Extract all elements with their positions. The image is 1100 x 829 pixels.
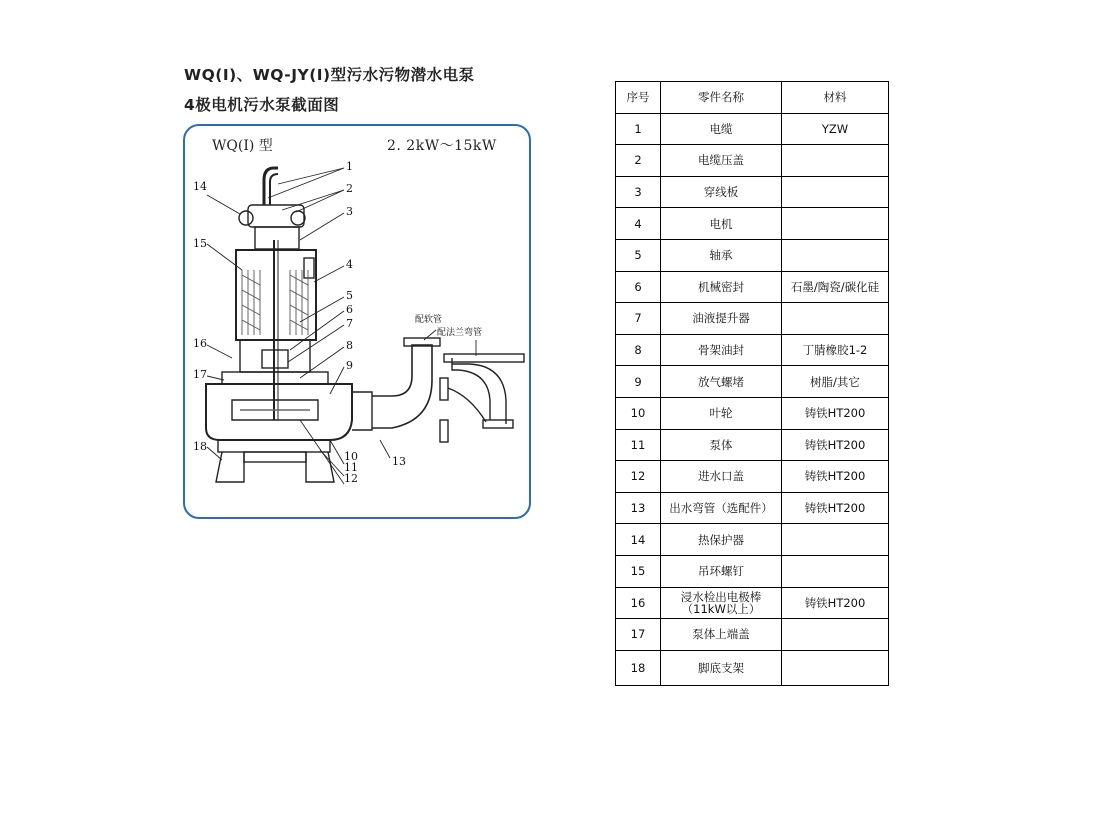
cell-name: 骨架油封 <box>661 334 782 366</box>
table-row <box>616 303 889 335</box>
lifting-ring-right <box>291 211 305 225</box>
soft-hose-label: 配软管 <box>415 315 443 325</box>
cell-material: 铸铁HT200 <box>782 587 889 619</box>
table-row <box>616 492 889 524</box>
cell-no: 16 <box>616 587 661 619</box>
callout-13: 13 <box>392 455 406 468</box>
cell-no: 17 <box>616 619 661 651</box>
cell-no: 7 <box>616 303 661 335</box>
cell-material: YZW <box>782 113 889 145</box>
cell-material: 铸铁HT200 <box>782 461 889 493</box>
cell-material: 石墨/陶瓷/碳化硅 <box>782 271 889 303</box>
header-name: 零件名称 <box>661 82 782 114</box>
cell-material: 铸铁HT200 <box>782 429 889 461</box>
cell-material <box>782 176 889 208</box>
lifting-ring-left <box>239 211 253 225</box>
callout-6: 6 <box>346 303 353 316</box>
table-row <box>616 619 889 651</box>
cell-no: 12 <box>616 461 661 493</box>
callout-10: 10 <box>344 450 358 463</box>
cell-name: 叶轮 <box>661 397 782 429</box>
cell-no: 15 <box>616 555 661 587</box>
table-row <box>616 524 889 556</box>
callout-15: 15 <box>193 237 207 250</box>
cell-material: 树脂/其它 <box>782 366 889 398</box>
cell-name: 油液提升器 <box>661 303 782 335</box>
callout-17: 17 <box>193 368 207 381</box>
table-row <box>616 461 889 493</box>
cell-material <box>782 239 889 271</box>
cell-name: 电缆压盖 <box>661 145 782 177</box>
cell-no: 13 <box>616 492 661 524</box>
power-range-label: 2. 2kW～15kW <box>387 138 497 154</box>
cell-no: 1 <box>616 113 661 145</box>
cell-no: 11 <box>616 429 661 461</box>
table-row <box>616 271 889 303</box>
table-row <box>616 176 889 208</box>
cell-name: 电缆 <box>661 113 782 145</box>
cell-no: 5 <box>616 239 661 271</box>
cell-no: 8 <box>616 334 661 366</box>
table-header-row <box>616 82 889 114</box>
header-material: 材料 <box>782 82 889 114</box>
table-row <box>616 650 889 685</box>
cell-material: 铸铁HT200 <box>782 397 889 429</box>
cell-name: 脚底支架 <box>661 650 782 685</box>
cell-name: 泵体上端盖 <box>661 619 782 651</box>
cell-no: 18 <box>616 650 661 685</box>
callout-4: 4 <box>346 258 353 271</box>
top-cap-drawing <box>248 205 304 227</box>
page-title: WQ(I)、WQ-JY(I)型污水污物潜水电泵 <box>184 66 475 84</box>
callout-16: 16 <box>193 337 207 350</box>
cell-no: 2 <box>616 145 661 177</box>
table-row <box>616 555 889 587</box>
cell-no: 14 <box>616 524 661 556</box>
table-row <box>616 397 889 429</box>
cell-name: 浸水检出电极棒 （11kW以上） <box>661 587 782 619</box>
volute-drawing <box>206 384 352 440</box>
callout-2: 2 <box>346 182 353 195</box>
soft-hose-elbow-drawing <box>372 345 432 428</box>
cell-name: 出水弯管（选配件） <box>661 492 782 524</box>
cell-name: 进水口盖 <box>661 461 782 493</box>
callout-7: 7 <box>346 317 353 330</box>
callout-1: 1 <box>346 160 353 173</box>
table-row <box>616 587 889 619</box>
cell-material: 丁腈橡胶1-2 <box>782 334 889 366</box>
cell-material: 铸铁HT200 <box>782 492 889 524</box>
cell-material <box>782 619 889 651</box>
cell-no: 6 <box>616 271 661 303</box>
feet-drawing <box>216 452 244 482</box>
cell-name: 热保护器 <box>661 524 782 556</box>
table-row <box>616 429 889 461</box>
cell-material <box>782 145 889 177</box>
inlet-cover-drawing <box>218 440 330 452</box>
cell-name: 电机 <box>661 208 782 240</box>
parts-table <box>615 81 889 686</box>
callout-8: 8 <box>346 339 353 352</box>
table-row <box>616 334 889 366</box>
model-label: WQ(I) 型 <box>212 138 273 154</box>
callout-18: 18 <box>193 440 207 453</box>
callout-11: 11 <box>344 461 358 474</box>
cell-name: 机械密封 <box>661 271 782 303</box>
table-row <box>616 239 889 271</box>
cell-name: 吊环螺钉 <box>661 555 782 587</box>
header-no: 序号 <box>616 82 661 114</box>
flange-elbow-label: 配法兰弯管 <box>437 328 483 338</box>
table-row <box>616 208 889 240</box>
cell-material <box>782 524 889 556</box>
callout-9: 9 <box>346 359 353 372</box>
cell-no: 4 <box>616 208 661 240</box>
table-row <box>616 366 889 398</box>
callout-5: 5 <box>346 289 353 302</box>
cell-no: 10 <box>616 397 661 429</box>
cell-material <box>782 555 889 587</box>
cell-no: 3 <box>616 176 661 208</box>
cell-name: 放气螺堵 <box>661 366 782 398</box>
table-row <box>616 145 889 177</box>
callout-12: 12 <box>344 472 358 485</box>
cell-no: 9 <box>616 366 661 398</box>
page-subtitle: 4极电机污水泵截面图 <box>184 96 340 114</box>
cell-name: 泵体 <box>661 429 782 461</box>
cell-name: 轴承 <box>661 239 782 271</box>
cell-material <box>782 650 889 685</box>
cell-name: 穿线板 <box>661 176 782 208</box>
cell-material <box>782 303 889 335</box>
cell-material <box>782 208 889 240</box>
table-row <box>616 113 889 145</box>
callout-3: 3 <box>346 205 353 218</box>
callout-14: 14 <box>193 180 207 193</box>
